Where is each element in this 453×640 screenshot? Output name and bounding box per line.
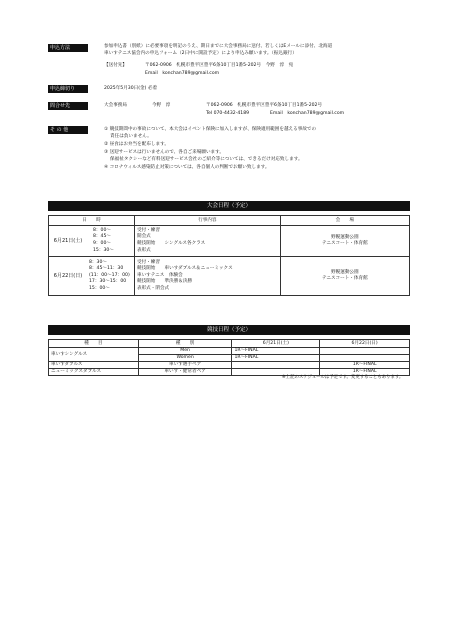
schedule-day-row (49, 226, 410, 257)
competition-day1: 1R～FINAL (232, 355, 320, 362)
competition-header-day1: 6月21日(土) (232, 340, 320, 348)
other-item: 保福祉タクシーなど有料送迎サービス会社のご紹介等については、できるだけ対応致します。 (104, 157, 303, 162)
schedule-event: 受付・練習 (136, 227, 160, 233)
send-to-email: Email konchan789@gmail.com (145, 71, 220, 76)
schedule-event: 開会式 (136, 234, 151, 240)
competition-banner: 競技日程（予定） (48, 325, 410, 335)
schedule-table (48, 215, 410, 296)
schedule-event: 競技開始 準決勝＆決勝 (136, 279, 193, 285)
schedule-event: 表彰式 (136, 247, 151, 253)
competition-table (48, 339, 410, 376)
competition-day2 (320, 348, 410, 355)
schedule-time: 15：30～ (93, 247, 114, 253)
schedule-date: 6月21日(土) (53, 238, 83, 244)
deadline-value: 2025年5月30日(金) 必着 (104, 86, 158, 91)
schedule-venue: テニスコート・体育館 (321, 241, 368, 246)
competition-event: 車いすダブルス (49, 362, 139, 369)
competition-type: Women (138, 355, 232, 362)
schedule-date: 6月22日(日) (53, 273, 83, 279)
competition-row (49, 348, 410, 355)
competition-day1 (232, 362, 320, 369)
other-item: ③ 送迎サービスは行いませんので、各自ご来場願います。 (104, 150, 224, 155)
schedule-event: 競技開始 車いすダブルス＆ニューミックス (136, 266, 233, 272)
schedule-time: 8：45～11：30 (89, 266, 124, 272)
schedule-banner: 大会日程（予定） (48, 201, 410, 211)
competition-day2 (320, 355, 410, 362)
deadline-label: 申込締切り (48, 85, 88, 93)
competition-header-type: 種 別 (138, 340, 232, 348)
schedule-header-venue: 会 場 (280, 216, 409, 226)
apply-method-label: 申込方法 (48, 44, 88, 52)
competition-day2: 1R～FINAL (320, 362, 410, 369)
contact-tel: Tel 070-4432-4189 (206, 111, 250, 116)
schedule-day-row (49, 257, 410, 296)
contact-person: 今野 淳 (152, 103, 171, 108)
schedule-venue: テニスコート・体育館 (321, 276, 368, 281)
competition-event: ニューミックスダブルス (49, 369, 139, 376)
other-item: ④ コロナウィルス感染防止対策については、各自個人の判断でお願い致します。 (104, 165, 270, 170)
schedule-time: 15：00～ (89, 285, 110, 291)
contact-name: 大会事務局 (104, 103, 127, 108)
other-item: ① 競技期間中の事故について、本大会はイベント保険に加入しますが、保険適用範囲を越える事故での (104, 127, 317, 132)
schedule-event: 競技開始 シングルス各クラス (136, 241, 206, 246)
apply-method-line1: 参加申込書（別紙）に必要事項を明記のうえ、期日までに大会事務局に送付、若しくはEメールに添付、北海道 (104, 44, 333, 49)
contact-label: 問合せ先 (48, 102, 88, 110)
schedule-header-event: 行事内容 (134, 216, 280, 226)
competition-event: 車いすシングルス (49, 348, 139, 362)
other-item: ② 昼食はお弁当を配布します。 (104, 142, 169, 147)
competition-row (49, 362, 410, 369)
schedule-header-row (49, 216, 410, 226)
competition-type: Men (138, 348, 232, 355)
schedule-time: 8：00～ (93, 227, 111, 233)
send-to-label: 【送付先】 (104, 63, 127, 68)
schedule-venue: 野幌運動公園 (331, 235, 359, 240)
other-label: そ の 他 (48, 126, 88, 134)
schedule-time: (11：00～17：00) (89, 272, 130, 278)
apply-method-line2: 車いすテニス協会内の申込フォーム（2日中に開設予定）により申込み願います。（振込銀行） (104, 51, 297, 56)
competition-header-event: 種 目 (49, 340, 139, 348)
competition-type: 車いす選手ペア (138, 362, 232, 369)
competition-day2: 1R～FINAL (320, 369, 410, 376)
schedule-header-datetime: 日 時 (49, 216, 135, 226)
contact-address: 〒062-0906 札幌市豊平区豊平6条10丁目1番5-202号 (206, 103, 323, 108)
competition-note: ※上記のスケジュールは予定です。変更することもあります。 (282, 375, 404, 380)
schedule-time: 8：45～ (93, 234, 111, 240)
other-item: 責任は負いません。 (104, 134, 152, 139)
schedule-time: 8：30～ (89, 259, 107, 265)
competition-day1: 1R～FINAL (232, 348, 320, 355)
send-to-address: 〒062-0906 札幌市豊平区豊平6条10丁目1番5-202号 今野 淳 宛 (145, 63, 294, 68)
schedule-venue: 野幌運動公園 (331, 270, 359, 275)
schedule-time: 17：30～15：00 (89, 279, 127, 285)
competition-type: 車いす・健常者ペア (138, 369, 232, 376)
competition-header-day2: 6月22日(日) (320, 340, 410, 348)
schedule-event: 受付・練習 (136, 259, 160, 265)
contact-email: Email konchan789@gmail.com (270, 111, 345, 116)
schedule-event: 車いすテニス 体験会 (136, 272, 183, 278)
schedule-event: 表彰式・閉会式 (136, 285, 170, 291)
schedule-time: 9：00～ (93, 241, 111, 246)
competition-header-row (49, 340, 410, 348)
